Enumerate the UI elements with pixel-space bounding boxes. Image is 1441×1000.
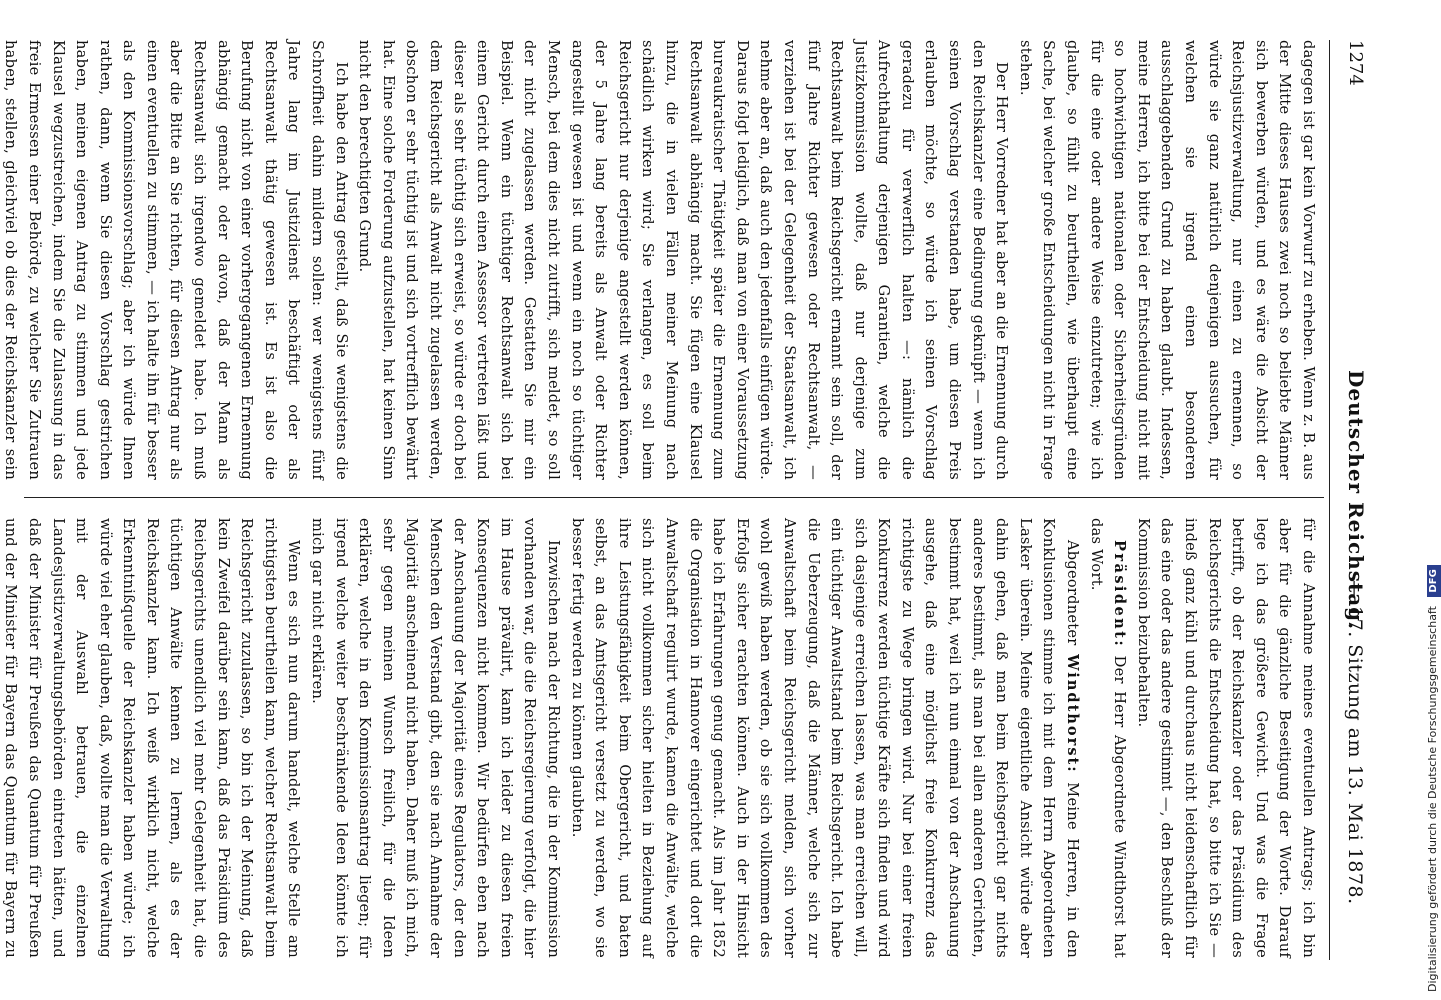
speaker-label: Präsident: (1111, 540, 1129, 649)
speech-text: Meine Herren, in den Konklusionen stimme ich mit dem Herrn Abgeordneten Lasker überein. Meine eigentliche Ansicht würde aber dahin gehen, daß man beim Reichsgericht gar nichts anderes bestimmt, als man bei allen anderen Gerichten, bestimmt hat, weil ich nun einmal von der Anschauung ausgehe, daß eine möglichst freie Konkurrenz das richtigste zu Wege bringen wird. Nur bei einer freien Konkurrenz werden tüchtige Kräfte sich finden und wird sich dasjenige erreichen lassen, was man erreichen will, ein tüchtiger Anwaltstand beim Reichsgericht. Ich habe die Ueberzeugung, daß die Männer, welche sich zur Anwaltschaft beim Reichsgericht melden, sich vorher wohl gewiß haben werden, ob sie sich vollkommen des Erfolgs sicher erachten können. Auch in der Hinsicht habe ich Erfahrungen genug gemacht. Als im Jahr 1852 die Organisation in Hannover eingerichtet und dort die Anwaltschaft regulirt wurde, kamen die Anwälte, welche sich nicht vollkommen sicher hielten in Beziehung auf ihre Leistungsfähigkeit beim Obergericht, und baten selbst, an das Amtsgericht versetzt zu werden, wo sie besser fertig werden zu können glaubten. (568, 518, 1082, 959)
session-date: — 17. Sitzung am 13. Mai 1878. (1344, 580, 1366, 905)
paragraph: dagegen ist gar kein Vorwurf zu erheben. Wenn z. B. aus der Mitte dieses Hauses zwei noch so beliebte Männer sich bewerben würden, und es wäre die Absicht der Reichsjustizverwaltung, nur einen zu ernennen, so würde sie ganz natürlich denjenigen aussuchen, für welchen sie irgend einen besonderen ausschlaggebenden Grund zu haben glaubt. Indessen, meine Herren, ich bitte bei der Entscheidung nicht mit so hochwichtigen nationalen oder Sicherheitsgründen für die eine oder andere Weise einzutreten; wie ich glaube, so fühlt zu beurtheilen, wie überhaupt eine Sache, bei welcher große Entscheidungen nicht in Frage stehen. (1016, 40, 1317, 480)
paragraph: Der Herr Vorredner hat aber an die Ernennung durch den Reichskanzler eine Bedingung geknüpft — wenn ich seinen Vorschlag verstanden habe, um diesen Preis erlauben möchte, so würde ich seinen Vorschlag geradezu für verwerflich halten —: nämlich die Aufrechthaltung derjenigen Garantien, welche die Justizkommission wollte, daß nur derjenige zum Rechtsanwalt beim Reichsgericht ernannt sein soll, der fünf Jahre Richter gewesen oder Rechtsanwalt, — verziehen ist bei der Gelegenheit der Staatsanwalt, ich nehme aber an, daß auch den jedenfalls einfügen würde. Daraus folgt lediglich, daß man von einer Voraussetzung bureaukratischer Thätigkeit später die Ernennung zum Rechtsanwalt abhängig macht. Sie fügen eine Klausel hinzu, die in vielen Fällen meiner Meinung nach schädlich wirken wird; Sie verlangen, es soll beim Reichsgericht nur derjenige angestellt werden können, der 5 Jahre lang bereits als Anwalt oder Richter angestellt gewesen ist und wenn ein noch so tüchtiger Mensch, bei dem dies nicht zutrifft, sich meldet, so soll der nicht zugelassen werden. Gestatten Sie mir ein Beispiel. Wenn ein tüchtiger Rechtsanwalt sich bei einem Gericht durch einen Assessor vertreten läßt und dieser als sehr tüchtig sich erweist, so würde er doch bei dem Reichsgericht als Anwalt nicht zugelassen werden, obschon er sehr tüchtig ist und sich vortrefflich bewährt hat. Eine solche Forderung aufzustellen, hat keinen Sinn nicht den berechtigten Grund. (356, 40, 1011, 480)
left-column (2, 40, 1320, 480)
paragraph: für die Annahme meines eventuellen Antrags; ich bin aber für die gänzliche Beseitigung der Worte. Darauf lege ich das größere Gewicht. Und was die Frage betrifft, ob der Reichskanzler oder das Präsidium des Reichsgerichts die Entscheidung hat, so bitte ich Sie — indeß ganz kühl und durchaus nicht leidenschaftlich für das eine oder das andere gestimmt —, den Beschluß der Kommission beizubehalten. (1134, 518, 1317, 958)
running-head (1328, 40, 1376, 960)
publication-title: Deutscher Reichstag. (1344, 370, 1368, 631)
column-divider (24, 497, 1324, 498)
page-number: 1274 (1345, 40, 1366, 86)
speaker-name: Windthorst: (1064, 654, 1082, 774)
digitization-credit (1404, 0, 1439, 1000)
paragraph: Inzwischen nach der Richtung, die in der Kommission vorhanden war, die die Reichsregierung verfolgt, die hier im Hause prävalirt, kann ich leider zu diesen freien Konsequenzen nicht kommen. Wir bedürfen eben nach der Anschauung der Majorität eines Regulators, der den Menschen den Verstand gibt, den sie nach Annahme der Majorität anscheinend nicht haben. Daher muß ich mich, sehr gegen meinen Wunsch freilich, für die Ideen erklären, welche in den Kommissionsantrag liegen; für irgend welche weiter beschränkende Ideen könnte ich mich gar nicht erklären. (309, 518, 562, 958)
remark-text: Der Herr Abgeordnete Windthorst hat das Wort. (1087, 518, 1129, 959)
speech-start (565, 518, 1084, 958)
president-remark (1084, 518, 1131, 958)
speaker-prefix: Abgeordneter (1064, 540, 1082, 646)
right-column (2, 518, 1320, 959)
dfg-logo: DFG (1427, 565, 1441, 596)
paragraph: Wenn es sich nun darum handelt, welche Stelle am richtigsten beurtheilen kann, welcher Rechtsanwalt beim Reichsgericht zuzulassen, so bin ich der Meinung, daß kein Zweifel darüber sein kann, daß das Präsidium des Reichsgerichts unendlich viel mehr Gelegenheit hat, die tüchtigen Anwälte kennen zu lernen, als es der Reichskanzler kann. Ich weiß wirklich nicht, welche Erkenntnißquelle der Reichskanzler haben würde; ich würde viel eher glauben, daß, wollte man die Verwaltung mit der Auswahl betrauen, die einzelnen Landesjustizverwaltungsbehörden eintreten hätten, und daß der Minister für Preußen das Quantum für Preußen und der Minister für Bayern das Quantum für Bayern zu (2, 518, 303, 958)
credit-text: Digitalisierung gefördert durch die Deutsche Forschungsgemeinschaft (1426, 606, 1439, 992)
header-rule (1329, 40, 1330, 960)
paragraph: Ich habe den Antrag gestellt, daß Sie wenigstens die Schroffheit dahin mildern sollen: wer wenigstens fünf Jahre lang im Justizdienst beschäftigt oder als Rechtsanwalt thätig gewesen ist. Es ist also die Berufung nicht von einer vorhergegangenen Ernennung abhängig gemacht oder davon, daß der Mann als Rechtsanwalt sich irgendwo gemeldet habe. Ich muß aber die Bitte an Sie richten, für diesen Antrag nur als einen eventuellen zu stimmen, — ich halte ihn für besser als den Kommissionsvorschlag; aber ich würde Ihnen rathen, dann, wenn Sie diesen Vorschlag gestrichen haben, meinen eigenen Antrag zu stimmen und jede Klausel wegzustreichen, indem Sie die Zulassung in das freie Ermessen einer Behörde, zu welcher Sie Zutrauen haben, stellen, gleichviel ob dies der Reichskanzler sein (2, 40, 350, 480)
